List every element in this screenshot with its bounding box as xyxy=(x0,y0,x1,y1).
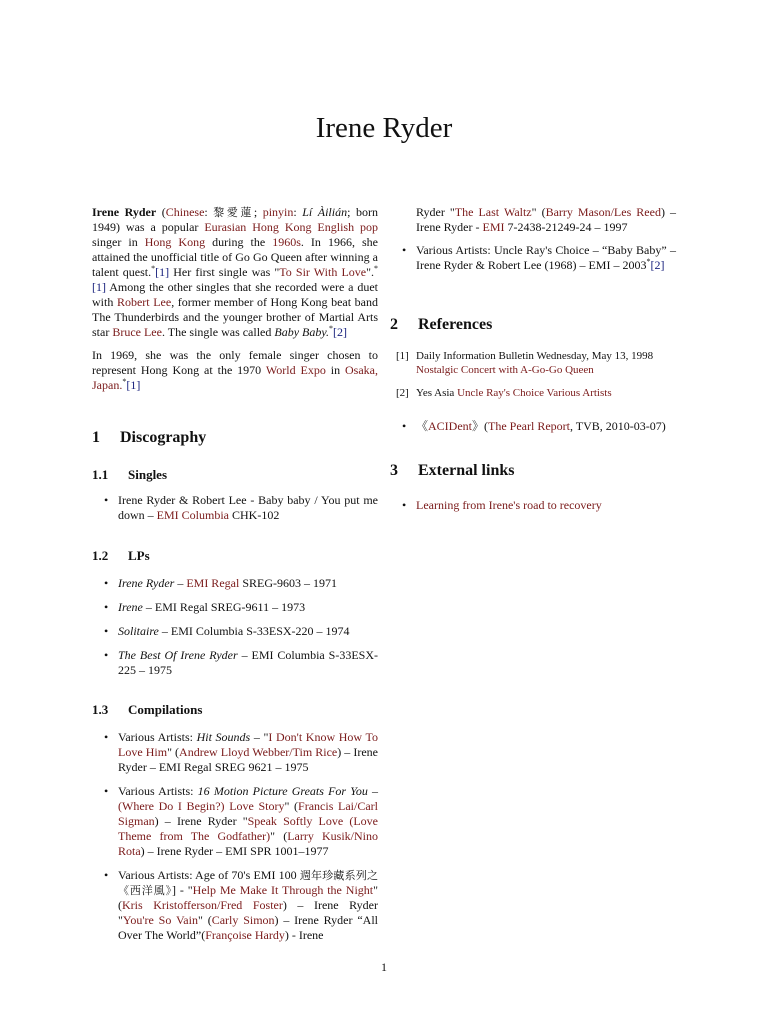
writers-link[interactable]: Barry Mason/Les Reed xyxy=(545,205,661,219)
hong-kong-link[interactable]: Hong Kong xyxy=(144,235,206,249)
section-heading-references: 2 References xyxy=(390,316,493,333)
ref-1-link[interactable]: [1] xyxy=(92,280,106,294)
reference-link[interactable]: Nostalgic Concert with A-Go-Go Queen xyxy=(416,364,594,376)
section-heading-lps: 1.2 LPs xyxy=(92,548,150,563)
song-link[interactable]: The Last Waltz xyxy=(454,205,532,219)
emi-link[interactable]: EMI xyxy=(482,220,505,234)
intro-paragraph: Irene Ryder (Chinese: 黎愛蓮; pinyin: Lí Àilián; born 1949) was a popular Eurasian Hong Kong English pop singer in Hong Kong during the 1960s. In 1966, she attained the unofficial title of Go Go Queen after winning a talent quest.*[1] Her first single was "To Sir With Love".*[1] Among the other singles that she recorded were a duet with Robert Lee, former member of Hong Kong beat band The Thunderbirds and the younger brother of Martial Arts star Bruce Lee. The single was called Baby Baby.*[2] xyxy=(92,205,379,339)
list-item: • Various Artists: Hit Sounds – "I Don't Know How To Love Him" (Andrew Lloyd Webber/Tim Rice) – Irene Ryder – EMI Regal SREG 9621 – 1975 xyxy=(92,730,378,775)
list-item: • Various Artists: Uncle Ray's Choice – “Baby Baby” – Irene Ryder & Robert Lee (1968) – EMI – 2003*[2] xyxy=(390,243,676,273)
writers-link[interactable]: Carly Simon xyxy=(211,913,275,927)
section-heading-external-links: 3 External links xyxy=(390,462,515,479)
references-list xyxy=(390,349,676,409)
list-item: • Irene Ryder – EMI Regal SREG-9603 – 1971 xyxy=(92,576,378,591)
subject-name: Irene Ryder xyxy=(92,205,157,219)
song-link[interactable]: Help Me Make It Through the Night xyxy=(192,883,374,897)
expo-paragraph: In 1969, she was the only female singer chosen to represent Hong Kong at the 1970 World Expo in Osaka, Japan.*[1] xyxy=(92,348,378,392)
reference-item: [1] Daily Information Bulletin Wednesday, May 13, 1998 Nostalgic Concert with A-Go-Go Queen xyxy=(396,350,654,376)
reference-item: [2] Yes Asia Uncle Ray's Choice Various Artists xyxy=(396,387,612,399)
emi-columbia-link[interactable]: EMI Columbia xyxy=(156,508,229,522)
pearl-report-link[interactable]: The Pearl Report xyxy=(488,419,570,433)
bruce-lee-link[interactable]: Bruce Lee xyxy=(112,325,162,339)
compilations-list xyxy=(92,730,378,952)
writers-link[interactable]: Françoise Hardy xyxy=(205,928,285,942)
page-title: Irene Ryder xyxy=(315,112,453,144)
pop-link[interactable]: pop xyxy=(360,220,378,234)
list-item: • Irene – EMI Regal SREG-9611 – 1973 xyxy=(92,600,378,615)
ref-1-link[interactable]: [1] xyxy=(155,265,170,279)
osaka-link[interactable]: Osaka, Japan. xyxy=(92,363,378,392)
right-column xyxy=(390,205,676,512)
writers-link[interactable]: Andrew Lloyd Webber/Tim Rice xyxy=(179,745,338,759)
list-item: • Solitaire – EMI Columbia S-33ESX-220 – 1974 xyxy=(92,624,378,639)
to-sir-link[interactable]: To Sir With Love xyxy=(279,265,367,279)
hk-english-link[interactable]: Hong Kong English xyxy=(252,220,355,234)
section-heading-compilations: 1.3 Compilations xyxy=(92,702,203,717)
external-links-list xyxy=(390,498,676,522)
eurasian-link[interactable]: Eurasian xyxy=(204,220,247,234)
pinyin-link[interactable]: pinyin xyxy=(262,205,294,219)
compilation-continued: Ryder "The Last Waltz" (Barry Mason/Les Reed) – Irene Ryder - EMI 7-2438-21249-24 – 1997 xyxy=(416,205,676,234)
ref-1-link[interactable]: [1] xyxy=(126,378,141,392)
reference-link[interactable]: Uncle Ray's Choice Various Artists xyxy=(457,387,612,399)
singles-list xyxy=(92,493,378,532)
ref-2-link[interactable]: [2] xyxy=(333,325,348,339)
list-item: • Irene Ryder & Robert Lee - Baby baby / You put me down – EMI Columbia CHK-102 xyxy=(92,493,378,523)
external-link[interactable]: Learning from Irene's road to recovery xyxy=(416,498,602,512)
lps-list xyxy=(92,576,378,687)
writers-link[interactable]: Larry Kusik/Nino Rota xyxy=(118,829,378,858)
chinese-name: 黎愛蓮 xyxy=(213,206,254,219)
writers-link[interactable]: Kris Kristofferson/Fred Foster xyxy=(122,898,283,912)
song-link[interactable]: (Where Do I Begin?) Love Story xyxy=(118,799,285,813)
left-column xyxy=(92,205,379,942)
list-item: • Various Artists: Age of 70's EMI 100 週年珍藏系列之《西洋風》] - "Help Me Make It Through the Night" (Kris Kristofferson/Fred Foster) – Irene Ryder "You're So Vain" (Carly Simon) – Irene Ryder “All Over The World”(Françoise Hardy) - Irene xyxy=(92,868,378,943)
ref-2-link[interactable]: [2] xyxy=(650,258,665,272)
compilations-list-continued xyxy=(390,243,676,282)
list-item: • 《ACIDent》(The Pearl Report, TVB, 2010-03-07) xyxy=(390,419,676,434)
chinese-link[interactable]: Chinese xyxy=(165,205,205,219)
pinyin-name: Lí Àilián xyxy=(302,205,348,219)
song-link[interactable]: I Don't Know How To Love Him xyxy=(118,730,378,759)
acident-link[interactable]: ACIDent xyxy=(428,419,473,433)
page-number: 1 xyxy=(381,960,387,974)
emi-regal-link[interactable]: EMI Regal xyxy=(186,576,240,590)
1960s-link[interactable]: 1960s xyxy=(272,235,301,249)
world-expo-link[interactable]: World Expo xyxy=(265,363,326,377)
robert-lee-link[interactable]: Robert Lee xyxy=(116,295,172,309)
section-heading-singles: 1.1 Singles xyxy=(92,467,168,482)
writers-link[interactable]: Francis Lai/Carl Sigman xyxy=(118,799,379,828)
song-link[interactable]: You're So Vain xyxy=(122,913,198,927)
references-extra-list xyxy=(390,419,676,443)
list-item: • Various Artists: 16 Motion Picture Greats For You – (Where Do I Begin?) Love Story" (Francis Lai/Carl Sigman) – Irene Ryder "Speak Softly Love (Love Theme from The Godfather)" (Larry Kusik/Nino Rota) – Irene Ryder – EMI SPR 1001–1977 xyxy=(92,784,378,859)
list-item: • The Best Of Irene Ryder – EMI Columbia S-33ESX-225 – 1975 xyxy=(92,648,378,678)
section-heading-discography: 1 Discography xyxy=(92,429,207,446)
list-item xyxy=(390,498,676,513)
song-link[interactable]: Speak Softly Love (Love Theme from The Godfather) xyxy=(118,814,378,843)
